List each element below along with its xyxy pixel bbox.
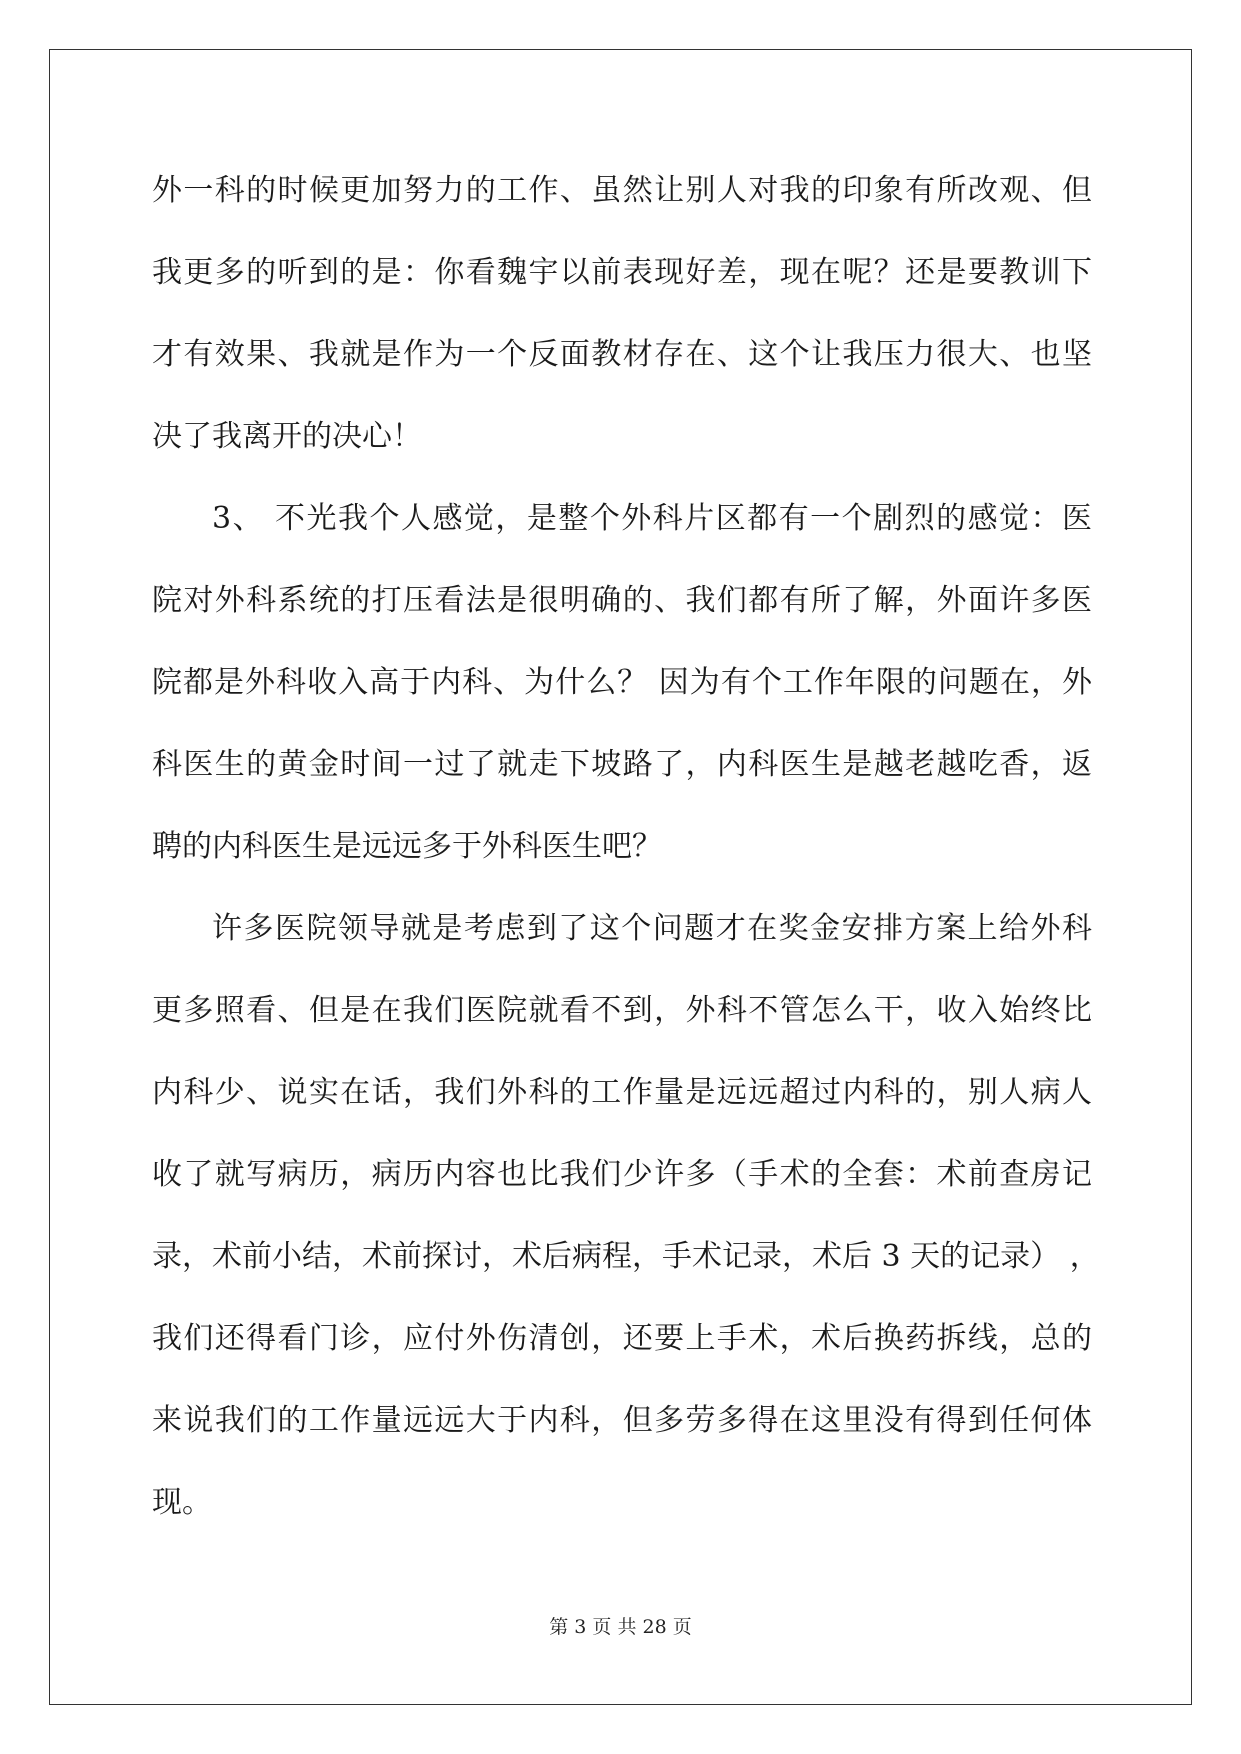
text-line: 现。 (152, 1485, 212, 1520)
text-line: 聘的内科医生是远远多于外科医生吧？ (152, 829, 662, 864)
text-line: 科医生的黄金时间一过了就走下坡路了，内科医生是越老越吃香，返 (152, 747, 1092, 782)
text-line: 更多照看、但是在我们医院就看不到，外科不管怎么干，收入始终比 (152, 993, 1092, 1028)
text-line: 许多医院领导就是考虑到了这个问题才在奖金安排方案上给外科 (212, 911, 1092, 946)
text-line: 3、 不光我个人感觉，是整个外科片区都有一个剧烈的感觉：医 (212, 501, 1092, 536)
text-line: 内科少、说实在话，我们外科的工作量是远远超过内科的，别人病人 (152, 1075, 1092, 1110)
text-line: 外一科的时候更加努力的工作、虽然让别人对我的印象有所改观、但 (152, 173, 1092, 208)
text-line: 院对外科系统的打压看法是很明确的、我们都有所了解，外面许多医 (152, 583, 1092, 618)
text-line: 收了就写病历，病历内容也比我们少许多（手术的全套：术前查房记 (152, 1157, 1092, 1192)
text-line: 我们还得看门诊，应付外伤清创，还要上手术，术后换药拆线，总的 (152, 1321, 1092, 1356)
text-line: 院都是外科收入高于内科、为什么？ 因为有个工作年限的问题在，外 (152, 665, 1092, 700)
document-body (152, 150, 1100, 1544)
text-line: 才有效果、我就是作为一个反面教材存在、这个让我压力很大、也坚 (152, 337, 1092, 372)
text-line: 录，术前小结，术前探讨，术后病程，手术记录，术后 3 天的记录） ， (152, 1239, 1100, 1274)
text-line: 来说我们的工作量远远大于内科，但多劳多得在这里没有得到任何体 (152, 1403, 1092, 1438)
text-line: 决了我离开的决心！ (152, 419, 422, 454)
page-number-footer: 第 3 页 共 28 页 (549, 1616, 692, 1638)
text-line: 我更多的听到的是：你看魏宇以前表现好差，现在呢？还是要教训下 (152, 255, 1092, 290)
